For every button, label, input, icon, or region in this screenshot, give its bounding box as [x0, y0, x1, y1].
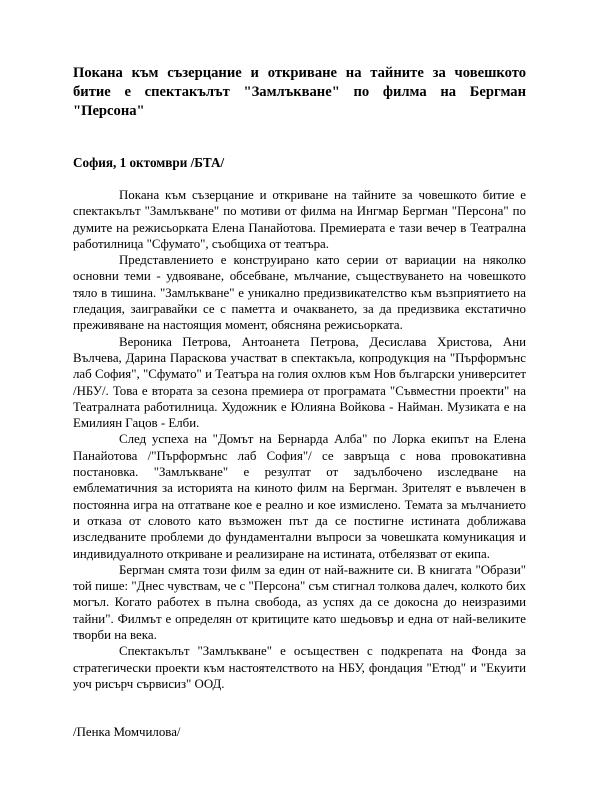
article-paragraph: Покана към съзерцание и откриване на тайните за човешкото битие е спектакълът "Замлъкване" по мотиви от филма на Ингмар Бергман "Персона" по думите на режисьорката Елена Панайотова. Премиерата е тази вечер в Театрална работилница "Сфумато", съобщиха от театъра.	[73, 188, 526, 251]
article-paragraph: След успеха на "Домът на Бернарда Алба" по Лорка екипът на Елена Панайотова /"Пърформънс лаб София"/ се завръща с нова провокативна постановка. "Замлъкване" е резултат от задълбочено изследване на емблематичния за историята на киното филм на Бергман. Зрителят е въвлечен в постоянна игра на отгатване кое е реално и кое измислено. Темата за мълчанието и отказа от словото като възможен път да се постигне истината доближава изследваните проблеми до фундаментални въпроси за човешката комуникация и индивидуалното откриване и реализиране на истината, отбелязват от екипа.	[73, 432, 526, 561]
article-paragraph: Спектакълът "Замлъкване" е осъществен с подкрепата на Фонда за стратегически проекти към настоятелството на НБУ, фондация "Етюд" и "Екуити уоч рисърч сървисиз" ООД.	[73, 644, 526, 691]
article-title: Покана към съзерцание и откриване на тайните за човешкото битие е спектакълът "Замлъкване" по филма на Бергман "Персона"	[73, 65, 526, 119]
document-page	[73, 64, 526, 740]
article-paragraph: Вероника Петрова, Антоанета Петрова, Десислава Христова, Ани Вълчева, Дарина Параскова участват в спектакъла, копродукция на "Пърформънс лаб София", "Сфумато" и Театъра на голия охлюв към Нов български университет /НБУ/. Това е втората за сезона премиера от програмата "Съвместни проекти" на Театралната работилница. Художник е Юлияна Войкова - Найман. Музиката е на Емилиян Гацов - Елби.	[73, 334, 526, 431]
article-paragraph: Бергман смята този филм за един от най-важните си. В книгата "Образи" той пише: "Днес чувствам, че с "Персона" съм стигнал толкова далеч, колкото бих могъл. Когато работех в пълна свобода, аз успях да се докосна до неизразими тайни". Филмът е определян от критиците като шедьовър и една от най-великите творби на века.	[73, 562, 526, 643]
article-body	[73, 187, 526, 692]
article-paragraph: Представлението е конструирано като серии от вариации на няколко основни теми - удвояване, обсебване, мълчание, съществуването на човешкото тяло в тишина. "Замлъкване" е уникално предизвикателство към възприятието на гледация, заигравайки се с паметта и очакването, за да предизвика екстатично преживяване на настоящия момент, обясняна режисьорката.	[73, 253, 526, 333]
article-author: /Пенка Момчилова/	[73, 725, 181, 740]
article-dateline: София, 1 октомври /БТА/	[73, 155, 225, 170]
